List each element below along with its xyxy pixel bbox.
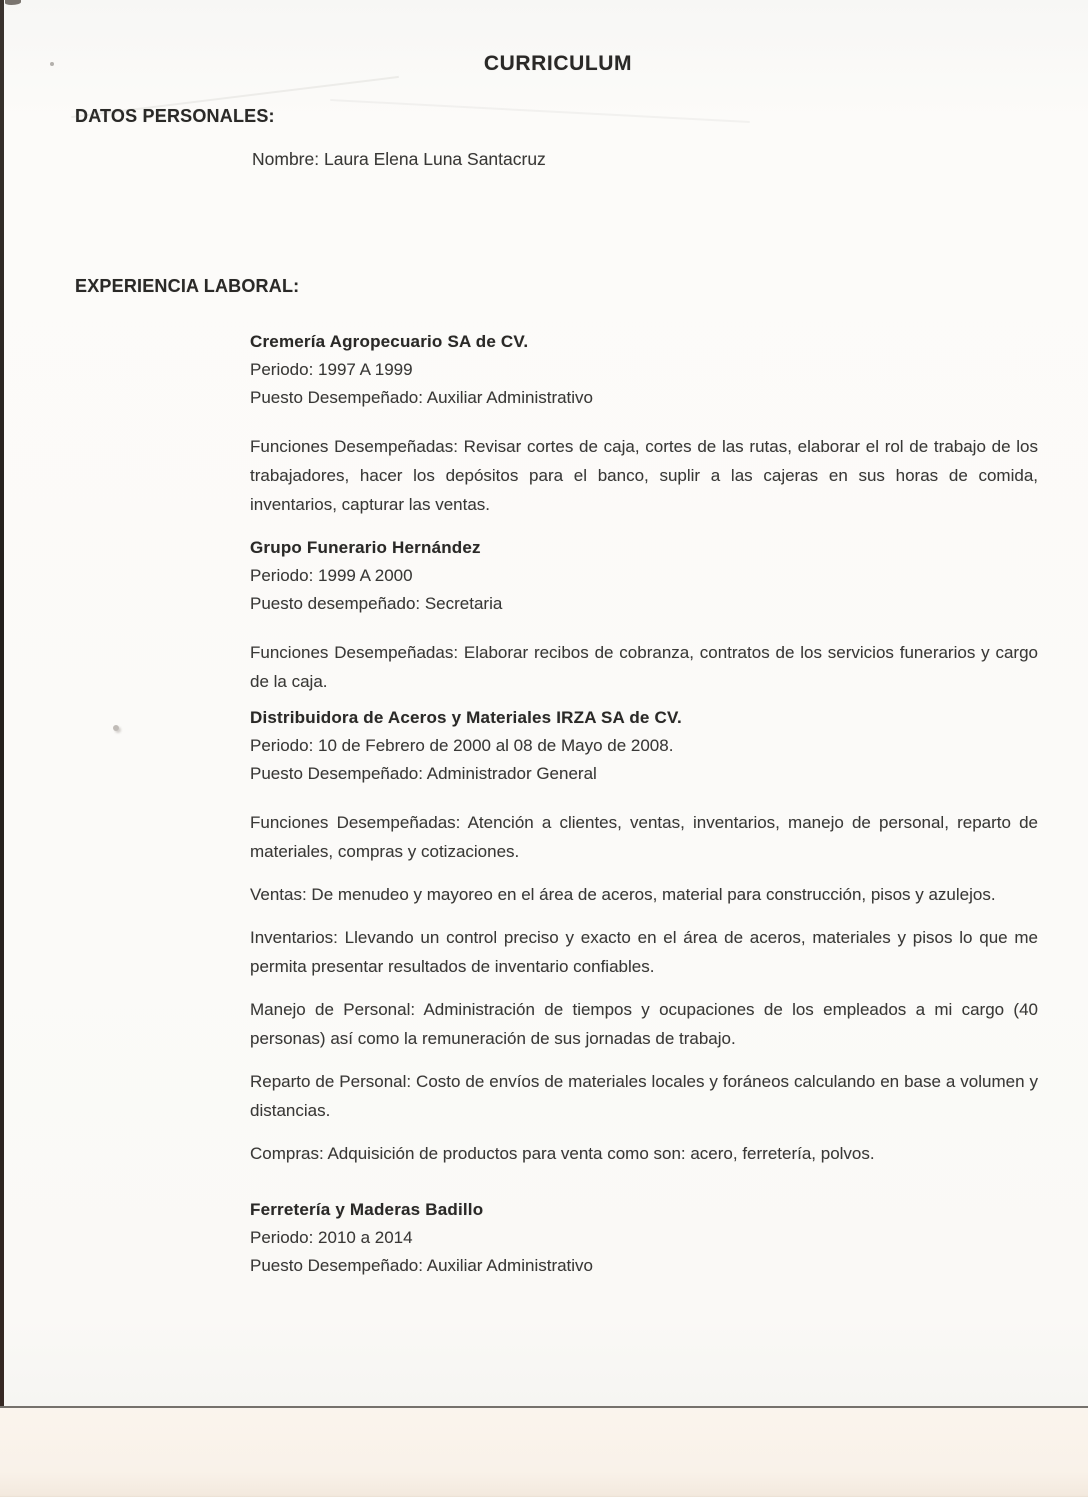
personal-name-line [252,149,1088,170]
document-title: CURRICULUM [483,52,633,75]
job-period: Periodo: 1999 A 2000 [250,566,413,585]
scan-background-below-page [0,1406,1088,1497]
job-position: Puesto Desempeñado: Auxiliar Administrativo [250,1256,594,1275]
job-description-compras: Compras: Adquisición de productos para venta como son: acero, ferretería, polvos. [250,1144,875,1163]
job-description-reparto: Reparto de Personal: Costo de envíos de materiales locales y foráneos calculando en base a volumen y distancias. [250,1072,1038,1120]
job-entry-distribuidora-irza [250,704,1038,1168]
company-name: Cremería Agropecuario SA de CV. [250,332,529,351]
job-description: Funciones Desempeñadas: Atención a clientes, ventas, inventarios, manejo de personal, reparto de materiales, compras y cotizaciones. [250,813,1038,861]
experience-list [250,328,1038,1280]
section-heading-experiencia-laboral: EXPERIENCIA LABORAL: [75,276,300,296]
job-description-ventas: Ventas: De menudeo y mayoreo en el área de aceros, material para construcción, pisos y azulejos. [250,885,996,904]
job-entry-ferreteria-badillo [250,1196,1038,1280]
company-name: Grupo Funerario Hernández [250,538,481,557]
section-heading-datos-personales: DATOS PERSONALES: [75,106,275,126]
job-position: Puesto desempeñado: Secretaria [250,594,503,613]
job-description-manejo-personal: Manejo de Personal: Administración de tiempos y ocupaciones de los empleados a mi cargo (40 personas) así como la remuneración de sus jornadas de trabajo. [250,1000,1038,1048]
company-name: Ferretería y Maderas Badillo [250,1200,484,1219]
job-position: Puesto Desempeñado: Administrador General [250,764,597,783]
job-period: Periodo: 10 de Febrero de 2000 al 08 de Mayo de 2008. [250,736,674,755]
name-value: Laura Elena Luna Santacruz [323,149,546,169]
scan-artifact-speck [113,725,119,731]
job-description: Funciones Desempeñadas: Elaborar recibos de cobranza, contratos de los servicios funerarios y cargo de la caja. [250,643,1038,691]
job-entry-cremeria [250,328,1038,519]
scan-edge-left [0,0,4,1497]
job-period: Periodo: 2010 a 2014 [250,1228,413,1247]
scan-artifact-speck [50,62,54,66]
name-label: Nombre: [252,149,320,169]
job-description: Funciones Desempeñadas: Revisar cortes de caja, cortes de las rutas, elaborar el rol de trabajo de los trabajadores, hacer los depósitos para el banco, suplir a las cajeras en sus horas de comida, inventarios, capturar las ventas. [250,437,1038,514]
job-period: Periodo: 1997 A 1999 [250,360,413,379]
company-name: Distribuidora de Aceros y Materiales IRZA SA de CV. [250,708,682,727]
job-entry-grupo-funerario [250,534,1038,696]
job-position: Puesto Desempeñado: Auxiliar Administrativo [250,388,594,407]
job-description-inventarios: Inventarios: Llevando un control preciso y exacto en el área de aceros, materiales y pisos lo que me permita presentar resultados de inventario confiables. [250,928,1038,976]
